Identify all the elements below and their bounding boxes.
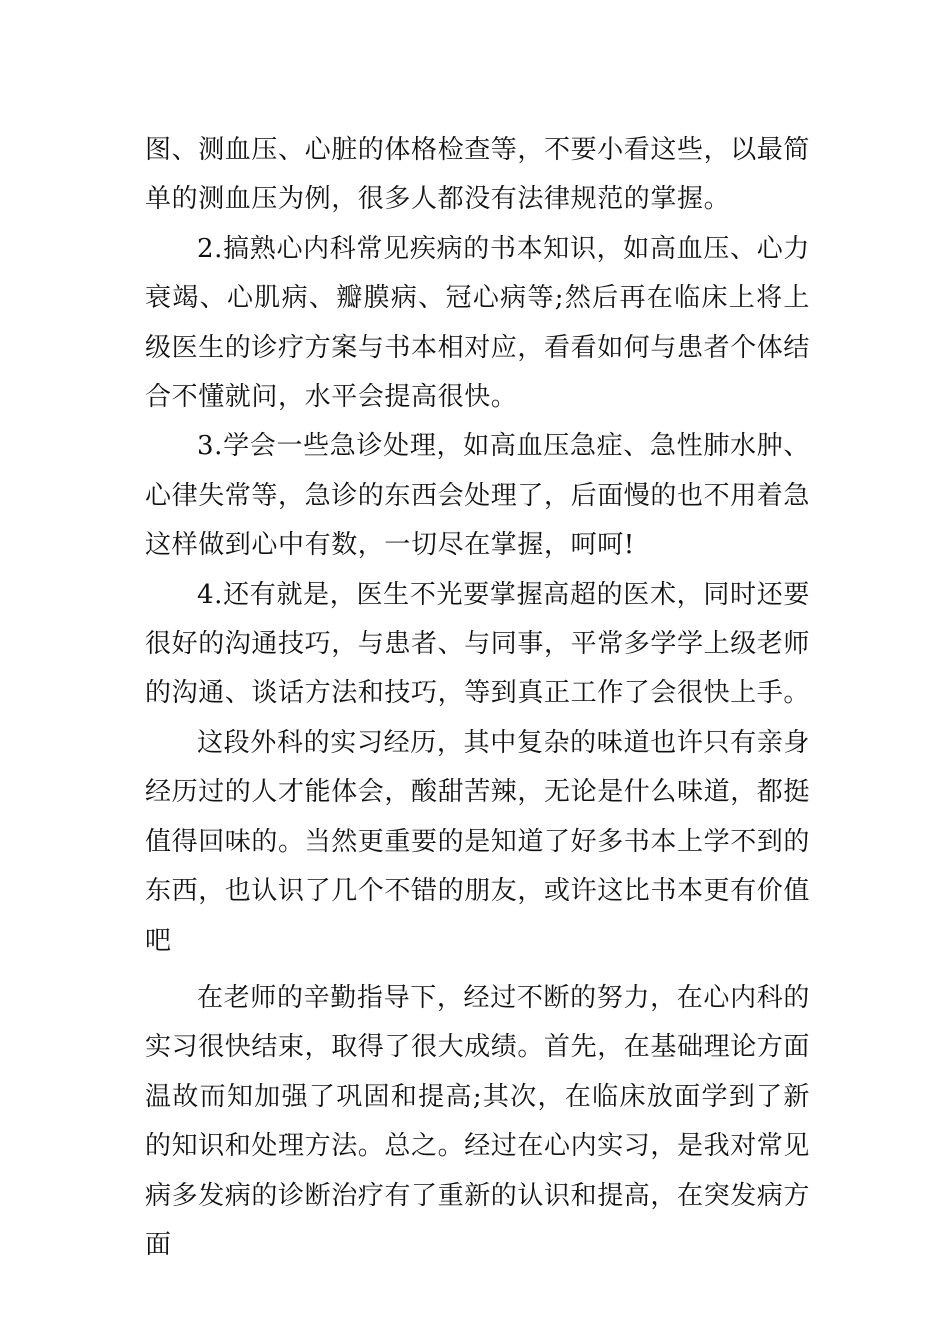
- paragraph-continuation: 图、测血压、心脏的体格检查等，不要小看这些，以最简单的测血压为例，很多人都没有法律规范的掌握。: [145, 135, 811, 215]
- paragraph-surgery-reflection: 这段外科的实习经历，其中复杂的味道也许只有亲身经历过的人才能体会，酸甜苦辣，无论是什么味道，都挺值得回味的。当然更重要的是知道了好多书本上学不到的东西，也认识了几个不错的朋友，或许这比书本更有价值吧: [145, 727, 811, 956]
- document-body: [145, 126, 810, 1270]
- paragraph-item-2: 2.搞熟心内科常见疾病的书本知识，如高血压、心力衰竭、心肌病、瓣膜病、冠心病等;然后再在临床上将上级医生的诊疗方案与书本相对应，看看如何与患者个体结合不懂就问，水平会提高很快。: [145, 233, 811, 413]
- paragraph-cardiology-summary: 在老师的辛勤指导下，经过不断的努力，在心内科的实习很快结束，取得了很大成绩。首先，在基础理论方面温故而知加强了巩固和提高;其次，在临床放面学到了新的知识和处理方法。总之。经过在心内实习，是我对常见病多发病的诊断治疗有了重新的认识和提高，在突发病方面: [145, 982, 811, 1260]
- paragraph-item-4: 4.还有就是，医生不光要掌握高超的医术，同时还要很好的沟通技巧，与患者、与同事，平常多学学上级老师的沟通、谈话方法和技巧，等到真正工作了会很快上手。: [145, 579, 811, 709]
- paragraph-item-3: 3.学会一些急诊处理，如高血压急症、急性肺水肿、心律失常等，急诊的东西会处理了，后面慢的也不用着急这样做到心中有数，一切尽在掌握，呵呵!: [145, 431, 811, 561]
